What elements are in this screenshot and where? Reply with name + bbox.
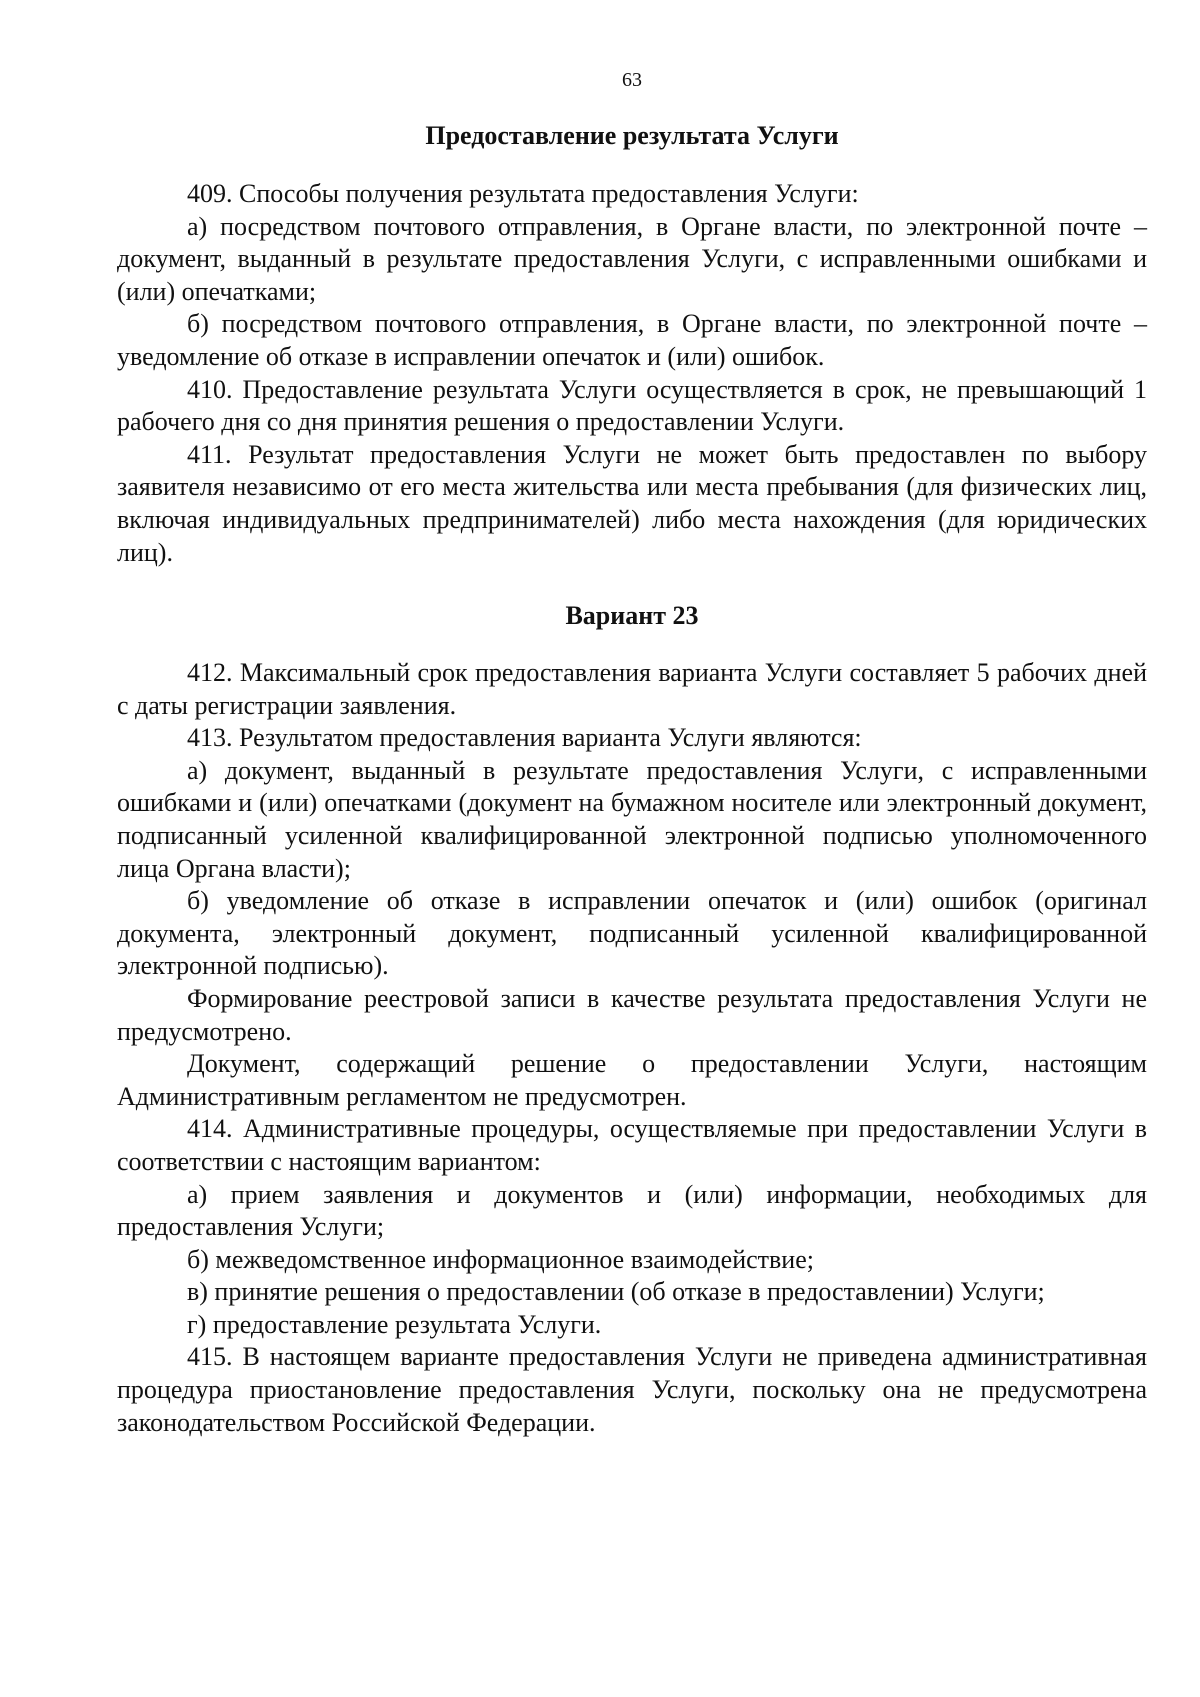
- paragraph: а) документ, выданный в результате предоставления Услуги, с исправленными ошибками и (или) опечатками (документ на бумажном носителе или электронный документ, подписанный усиленной квалифицированной электронной подписью уполномоченного лица Органа власти);: [117, 755, 1147, 883]
- paragraph: 411. Результат предоставления Услуги не может быть предоставлен по выбору заявителя независимо от его места жительства или места пребывания (для физических лиц, включая индивидуальных предпринимателей) либо места нахождения (для юридических лиц).: [117, 439, 1147, 567]
- paragraph: б) уведомление об отказе в исправлении опечаток и (или) ошибок (оригинал документа, электронный документ, подписанный усиленной квалифицированной электронной подписью).: [117, 886, 1147, 981]
- paragraph: 409. Способы получения результата предоставления Услуги:: [187, 179, 859, 208]
- paragraph: Формирование реестровой записи в качестве результата предоставления Услуги не предусмотрено.: [117, 983, 1147, 1046]
- paragraph: г) предоставление результата Услуги.: [187, 1309, 602, 1339]
- section-body-variant: [117, 657, 1147, 1439]
- page-number: 63: [622, 69, 642, 91]
- paragraph: а) прием заявления и документов и (или) информации, необходимых для предоставления Услуги;: [117, 1179, 1147, 1242]
- section-heading-result: Предоставление результата Услуги: [425, 121, 839, 150]
- paragraph: Документ, содержащий решение о предоставлении Услуги, настоящим Административным регламентом не предусмотрен.: [117, 1049, 1147, 1111]
- paragraph: 414. Административные процедуры, осуществляемые при предоставлении Услуги в соответствии с настоящим вариантом:: [117, 1114, 1147, 1176]
- paragraph: а) посредством почтового отправления, в Органе власти, по электронной почте – документ, выданный в результате предоставления Услуги, с исправленными ошибками и (или) опечатками;: [117, 211, 1147, 306]
- paragraph: б) посредством почтового отправления, в Органе власти, по электронной почте – уведомление об отказе в исправлении опечаток и (или) ошибок.: [117, 309, 1147, 371]
- paragraph: 415. В настоящем варианте предоставления Услуги не приведена административная процедура приостановление предоставления Услуги, поскольку она не предусмотрена законодательством Российской Федерации.: [117, 1342, 1147, 1437]
- paragraph: в) принятие решения о предоставлении (об отказе в предоставлении) Услуги;: [187, 1277, 1045, 1307]
- section-heading-variant: Вариант 23: [565, 601, 699, 630]
- paragraph: 410. Предоставление результата Услуги осуществляется в срок, не превышающий 1 рабочего дня со дня принятия решения о предоставлении Услуги.: [117, 374, 1147, 437]
- paragraph: б) межведомственное информационное взаимодействие;: [187, 1244, 814, 1274]
- paragraph: 413. Результатом предоставления варианта Услуги являются:: [187, 723, 862, 753]
- paragraph: 412. Максимальный срок предоставления варианта Услуги составляет 5 рабочих дней с даты регистрации заявления.: [117, 658, 1147, 720]
- section-body-result: [117, 178, 1147, 569]
